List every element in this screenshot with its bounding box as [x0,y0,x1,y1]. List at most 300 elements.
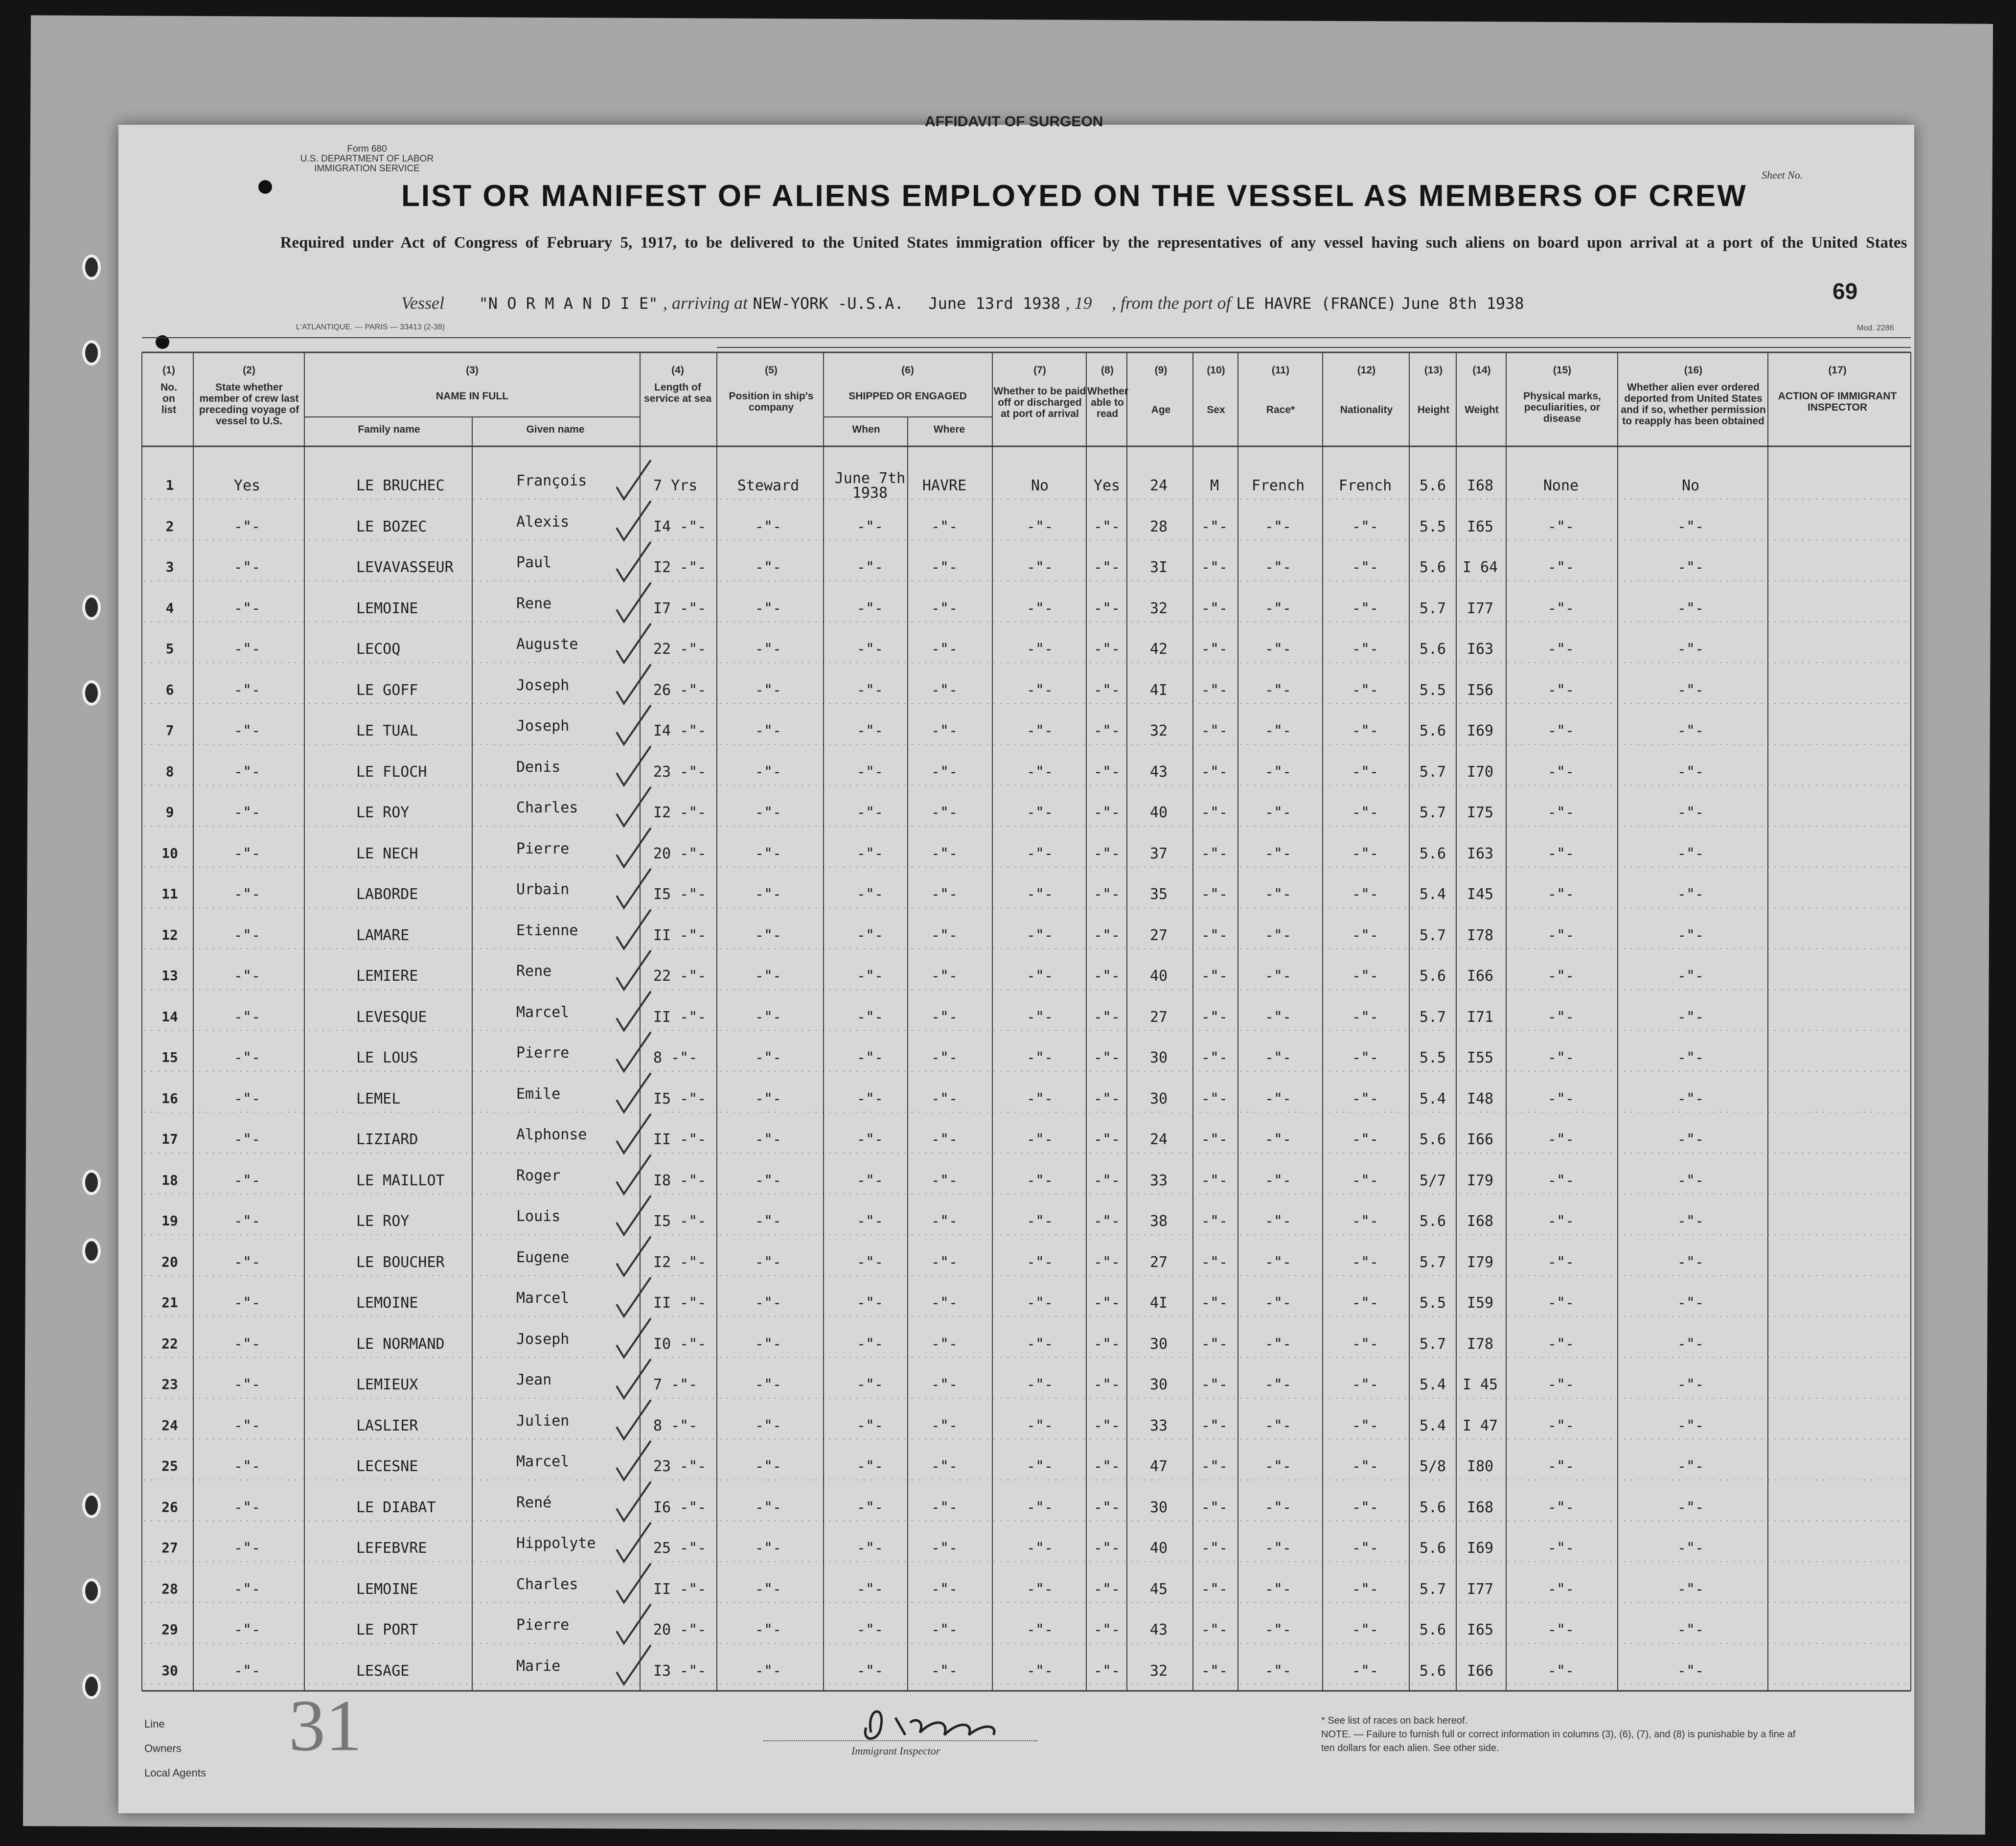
position-cell: -"- [755,1131,782,1148]
nationality-cell: -"- [1352,1458,1379,1475]
paid-off-cell: -"- [1026,886,1054,903]
check-mark [617,1196,651,1235]
col-header-1: (1) No. on list [160,365,177,415]
weight-cell: I68 [1466,1213,1494,1230]
prev-voyage-cell: -"- [233,1580,261,1598]
family-name-cell: LESAGE [356,1662,410,1680]
sex-cell: -"- [1201,600,1228,617]
position-cell: -"- [755,518,782,535]
sex-cell: -"- [1201,1662,1228,1680]
weight-cell: I 64 [1462,559,1498,576]
shipped-when-cell: June 7th 1938 [834,470,906,502]
family-name-cell: LE NORMAND [356,1335,445,1353]
service-length-cell: 22 -"- [653,968,707,985]
prev-voyage-cell: -"- [233,1294,261,1312]
physical-marks-cell: -"- [1547,926,1575,944]
paid-off-cell: No [1031,477,1049,494]
check-mark [617,665,651,704]
nationality-cell: -"- [1352,1417,1379,1434]
nationality-cell: -"- [1352,1294,1379,1312]
physical-marks-cell: -"- [1547,559,1575,576]
sheet-number: 69 [1833,278,1858,304]
given-name-cell: Julien [516,1412,570,1430]
age-cell: 4I [1149,681,1168,699]
race-cell: -"- [1264,968,1292,985]
height-cell: 5.6 [1419,1621,1446,1638]
paid-off-cell: -"- [1026,763,1054,781]
row-number: 9 [165,804,174,820]
shipped-where-cell: -"- [931,641,958,658]
row-number: 8 [165,763,174,780]
shipped-where-cell: -"- [931,1335,958,1353]
deported-cell: -"- [1677,804,1704,821]
paid-off-cell: -"- [1026,518,1054,535]
physical-marks-cell: -"- [1547,1294,1575,1312]
row-number: 23 [161,1376,178,1392]
physical-marks-cell: -"- [1547,1662,1575,1680]
prev-voyage-cell: -"- [233,1458,261,1475]
nationality-cell: -"- [1352,1253,1379,1271]
check-mark [617,1277,651,1316]
paid-off-cell: -"- [1026,1294,1054,1312]
paid-off-cell: -"- [1026,1049,1054,1066]
age-cell: 30 [1149,1090,1168,1108]
sex-cell: -"- [1201,1253,1228,1271]
sex-cell: -"- [1201,1049,1228,1066]
prev-voyage-cell: -"- [233,926,261,944]
prev-voyage-cell: -"- [233,1213,261,1230]
able-to-read-cell: -"- [1093,1580,1121,1598]
race-cell: -"- [1264,1376,1292,1393]
family-name-cell: LEMOINE [356,600,418,617]
given-name-cell: Auguste [516,636,578,653]
prev-voyage-cell: -"- [233,681,261,699]
col-header-5: (5) Position in ship's company [729,365,814,413]
height-cell: 5/7 [1419,1172,1446,1189]
shipped-where-cell: -"- [931,804,958,821]
race-cell: -"- [1264,1662,1292,1680]
age-cell: 35 [1149,886,1168,903]
sex-cell: -"- [1201,763,1228,781]
physical-marks-cell: -"- [1547,1049,1575,1066]
physical-marks-cell: -"- [1547,1540,1575,1557]
arrival-date: June 13rd 1938 [928,294,1061,313]
deported-cell: -"- [1677,518,1704,535]
given-name-cell: Louis [516,1208,561,1225]
age-cell: 37 [1149,845,1168,862]
col-header-4: (4) Length of service at sea [644,365,711,404]
deported-cell: -"- [1677,1540,1704,1557]
given-name-cell: Charles [516,799,578,816]
row-number: 24 [161,1417,178,1433]
family-name-cell: LABORDE [356,886,418,903]
able-to-read-cell: -"- [1093,1131,1121,1148]
nationality-cell: -"- [1352,886,1379,903]
age-cell: 38 [1149,1213,1168,1230]
nationality-cell: -"- [1352,763,1379,781]
age-cell: 40 [1149,1540,1168,1557]
family-name-cell: LECESNE [356,1458,418,1475]
nationality-cell: -"- [1352,926,1379,944]
paid-off-cell: -"- [1026,1458,1054,1475]
col-header-10: (10) Sex [1207,365,1225,415]
deported-cell: -"- [1677,968,1704,985]
race-cell: -"- [1264,763,1292,781]
sex-cell: -"- [1201,518,1228,535]
nationality-cell: -"- [1352,968,1379,985]
weight-cell: I48 [1466,1090,1494,1108]
service-name: IMMIGRATION SERVICE [314,163,420,174]
shipped-when-cell: -"- [856,1499,884,1516]
weight-cell: I77 [1466,1580,1494,1598]
nationality-cell: -"- [1352,722,1379,739]
vessel-label: Vessel [401,293,444,313]
col-header-2: (2) State whether member of crew last preceding voyage of vessel to U.S. [199,365,299,427]
family-name-cell: LE BOZEC [356,518,427,535]
shipped-when-cell: -"- [856,1008,884,1026]
prev-voyage-cell: -"- [233,518,261,535]
sex-cell: -"- [1201,1294,1228,1312]
nationality-cell: -"- [1352,1049,1379,1066]
service-length-cell: I2 -"- [653,559,707,576]
service-length-cell: 8 -"- [653,1049,698,1066]
weight-cell: I69 [1466,722,1494,739]
paid-off-cell: -"- [1026,681,1054,699]
family-name-cell: LE DIABAT [356,1499,436,1516]
check-mark [617,1482,651,1521]
race-cell: -"- [1264,600,1292,617]
age-cell: 30 [1149,1049,1168,1066]
height-cell: 5.5 [1419,1049,1446,1066]
service-length-cell: I3 -"- [653,1662,707,1680]
nationality-cell: -"- [1352,559,1379,576]
service-length-cell: I5 -"- [653,1213,707,1230]
physical-marks-cell: -"- [1547,600,1575,617]
family-name-cell: LE BOUCHER [356,1253,445,1271]
physical-marks-cell: -"- [1547,845,1575,862]
service-length-cell: I2 -"- [653,1253,707,1271]
paid-off-cell: -"- [1026,1376,1054,1393]
col-header-6b: Where [933,424,965,435]
paid-off-cell: -"- [1026,1008,1054,1026]
race-cell: -"- [1264,722,1292,739]
shipped-when-cell: -"- [856,1090,884,1108]
paid-off-cell: -"- [1026,845,1054,862]
prev-voyage-cell: -"- [233,804,261,821]
sex-cell: -"- [1201,1540,1228,1557]
row-number: 18 [161,1172,178,1188]
departure-port: LE HAVRE (FRANCE) [1236,294,1397,313]
age-cell: 4I [1149,1294,1168,1312]
height-cell: 5.6 [1419,968,1446,985]
age-cell: 43 [1149,1621,1168,1638]
able-to-read-cell: -"- [1093,1090,1121,1108]
nationality-cell: -"- [1352,1335,1379,1353]
family-name-cell: LIZIARD [356,1131,418,1148]
weight-cell: I65 [1466,518,1494,535]
year-label: , 19 [1065,293,1092,313]
owners-label: Owners [144,1742,182,1754]
race-cell: -"- [1264,641,1292,658]
able-to-read-cell: -"- [1093,1213,1121,1230]
shipped-where-cell: -"- [931,1662,958,1680]
row-number: 4 [165,600,174,616]
race-cell: -"- [1264,1458,1292,1475]
family-name-cell: LE FLOCH [356,763,427,781]
check-mark [617,787,651,826]
service-length-cell: I7 -"- [653,600,707,617]
position-cell: -"- [755,1294,782,1312]
service-length-cell: 25 -"- [653,1540,707,1557]
shipped-where-cell: -"- [931,1376,958,1393]
able-to-read-cell: -"- [1093,559,1121,576]
department-name: U.S. DEPARTMENT OF LABOR [300,154,434,164]
service-length-cell: 7 -"- [653,1376,698,1393]
position-cell: -"- [755,763,782,781]
shipped-when-cell: -"- [856,1662,884,1680]
given-name-cell: René [516,1494,552,1511]
shipped-when-cell: -"- [856,886,884,903]
line-label: Line [144,1718,165,1730]
able-to-read-cell: -"- [1093,845,1121,862]
height-cell: 5.7 [1419,763,1446,781]
race-cell: -"- [1264,559,1292,576]
immigrant-inspector-label: Immigrant Inspector [851,1745,940,1757]
family-name-cell: LAMARE [356,926,410,944]
shipped-where-cell: -"- [931,1458,958,1475]
given-name-cell: Marcel [516,1453,570,1470]
able-to-read-cell: -"- [1093,763,1121,781]
race-cell: French [1251,477,1305,494]
race-cell: -"- [1264,1294,1292,1312]
position-cell: -"- [755,926,782,944]
family-name-cell: LEMEL [356,1090,401,1108]
service-length-cell: II -"- [653,1580,707,1598]
deported-cell: -"- [1677,722,1704,739]
race-cell: -"- [1264,1335,1292,1353]
paid-off-cell: -"- [1026,1131,1054,1148]
position-cell: -"- [755,1008,782,1026]
prev-voyage-cell: -"- [233,1621,261,1638]
weight-cell: I55 [1466,1049,1494,1066]
col-header-6: (6) SHIPPED OR ENGAGED [848,365,967,402]
paid-off-cell: -"- [1026,1662,1054,1680]
shipped-where-cell: -"- [931,1621,958,1638]
physical-marks-cell: -"- [1547,1213,1575,1230]
prev-voyage-cell: -"- [233,886,261,903]
position-cell: -"- [755,1253,782,1271]
shipped-when-cell: -"- [856,1540,884,1557]
check-mark [617,1032,651,1071]
able-to-read-cell: -"- [1093,1172,1121,1189]
check-mark [617,1155,651,1194]
age-cell: 27 [1149,926,1168,944]
row-number: 27 [161,1540,178,1556]
family-name-cell: LE ROY [356,1213,410,1230]
given-name-cell: Charles [516,1575,578,1593]
shipped-where-cell: -"- [931,1417,958,1434]
position-cell: -"- [755,1621,782,1638]
deported-cell: -"- [1677,1499,1704,1516]
given-name-cell: Hippolyte [516,1535,596,1552]
family-name-cell: LEFEBVRE [356,1540,427,1557]
weight-cell: I 45 [1462,1376,1498,1393]
able-to-read-cell: -"- [1093,886,1121,903]
shipped-where-cell: -"- [931,1008,958,1026]
able-to-read-cell: -"- [1093,641,1121,658]
check-mark [617,1114,651,1153]
race-cell: -"- [1264,1499,1292,1516]
shipped-when-cell: -"- [856,1458,884,1475]
family-name-cell: LE LOUS [356,1049,418,1066]
service-length-cell: I8 -"- [653,1172,707,1189]
from-port-label: , from the port of [1112,293,1231,313]
deported-cell: -"- [1677,926,1704,944]
prev-voyage-cell: -"- [233,600,261,617]
physical-marks-cell: -"- [1547,518,1575,535]
service-length-cell: 23 -"- [653,1458,707,1475]
family-name-cell: LASLIER [356,1417,418,1434]
service-length-cell: 26 -"- [653,681,707,699]
deported-cell: -"- [1677,763,1704,781]
deported-cell: -"- [1677,559,1704,576]
service-length-cell: I6 -"- [653,1499,707,1516]
sex-cell: -"- [1201,1335,1228,1353]
shipped-when-cell: -"- [856,681,884,699]
family-name-cell: LE ROY [356,804,410,821]
shipped-where-cell: -"- [931,1580,958,1598]
row-number: 25 [161,1458,178,1474]
physical-marks-cell: -"- [1547,1458,1575,1475]
weight-cell: I 47 [1462,1417,1498,1434]
paid-off-cell: -"- [1026,1090,1054,1108]
deported-cell: -"- [1677,1090,1704,1108]
shipped-where-cell: -"- [931,1172,958,1189]
fine-note: NOTE. — Failure to furnish full or correct information in columns (3), (6), (7), and (8) is punishable by a fine af ten dollars for each alien. See other side. [1321,1729,1796,1754]
physical-marks-cell: -"- [1547,1008,1575,1026]
service-length-cell: II -"- [653,1131,707,1148]
shipped-where-cell: -"- [931,968,958,985]
check-mark [617,910,651,949]
height-cell: 5.6 [1419,1213,1446,1230]
given-name-cell: Eugene [516,1248,570,1266]
position-cell: -"- [755,968,782,985]
service-length-cell: I5 -"- [653,886,707,903]
family-name-cell: LE TUAL [356,722,418,739]
check-mark [617,501,651,540]
given-name-cell: Marcel [516,1003,570,1021]
row-number: 3 [165,559,174,575]
service-length-cell: 20 -"- [653,1621,707,1638]
height-cell: 5.4 [1419,1090,1446,1108]
family-name-cell: LE GOFF [356,681,418,699]
prev-voyage-cell: -"- [233,641,261,658]
position-cell: -"- [755,1090,782,1108]
sex-cell: -"- [1201,641,1228,658]
able-to-read-cell: -"- [1093,681,1121,699]
physical-marks-cell: -"- [1547,1131,1575,1148]
shipped-when-cell: -"- [856,1172,884,1189]
prev-voyage-cell: -"- [233,763,261,781]
page-subtitle: Required under Act of Congress of February 5, 1917, to be delivered to the United States immigration officer by the representatives of any vessel having such aliens on board upon arrival at a port of the United States [280,234,1907,252]
shipped-when-cell: -"- [856,1131,884,1148]
prev-voyage-cell: -"- [233,559,261,576]
able-to-read-cell: -"- [1093,518,1121,535]
able-to-read-cell: -"- [1093,926,1121,944]
age-cell: 3I [1149,559,1168,576]
weight-cell: I66 [1466,1662,1494,1680]
shipped-when-cell: -"- [856,559,884,576]
paid-off-cell: -"- [1026,804,1054,821]
sex-cell: -"- [1201,559,1228,576]
service-length-cell: I5 -"- [653,1090,707,1108]
service-length-cell: II -"- [653,926,707,944]
family-name-cell: LE MAILLOT [356,1172,445,1189]
vessel-name: "N O R M A N D I E" [479,294,658,313]
shipped-where-cell: -"- [931,926,958,944]
shipped-where-cell: -"- [931,1253,958,1271]
nationality-cell: -"- [1352,600,1379,617]
height-cell: 5.7 [1419,804,1446,821]
deported-cell: -"- [1677,1172,1704,1189]
check-mark [617,992,651,1031]
able-to-read-cell: Yes [1093,477,1121,494]
height-cell: 5.6 [1419,559,1446,576]
nationality-cell: -"- [1352,804,1379,821]
family-name-cell: LE BRUCHEC [356,477,445,494]
sex-cell: -"- [1201,1580,1228,1598]
age-cell: 42 [1149,641,1168,658]
affidavit-heading: AFFIDAVIT OF SURGEON [925,114,1103,130]
nationality-cell: -"- [1352,518,1379,535]
sex-cell: -"- [1201,1417,1228,1434]
deported-cell: -"- [1677,1213,1704,1230]
nationality-cell: -"- [1352,1540,1379,1557]
age-cell: 40 [1149,804,1168,821]
position-cell: -"- [755,1662,782,1680]
paid-off-cell: -"- [1026,1172,1054,1189]
check-mark [617,1523,651,1562]
sex-cell: -"- [1201,804,1228,821]
shipped-when-cell: -"- [856,1253,884,1271]
row-number: 28 [161,1580,178,1597]
weight-cell: I78 [1466,1335,1494,1353]
position-cell: -"- [755,1458,782,1475]
sex-cell: -"- [1201,1499,1228,1516]
physical-marks-cell: -"- [1547,1376,1575,1393]
page-title: LIST OR MANIFEST OF ALIENS EMPLOYED ON THE VESSEL AS MEMBERS OF CREW [401,179,1747,213]
prev-voyage-cell: -"- [233,1662,261,1680]
shipped-where-cell: -"- [931,600,958,617]
family-name-cell: LE NECH [356,845,418,862]
able-to-read-cell: -"- [1093,1253,1121,1271]
paid-off-cell: -"- [1026,1540,1054,1557]
nationality-cell: -"- [1352,1131,1379,1148]
weight-cell: I69 [1466,1540,1494,1557]
height-cell: 5.7 [1419,1253,1446,1271]
position-cell: -"- [755,681,782,699]
nationality-cell: -"- [1352,1662,1379,1680]
age-cell: 30 [1149,1376,1168,1393]
physical-marks-cell: -"- [1547,1417,1575,1434]
weight-cell: I59 [1466,1294,1494,1312]
height-cell: 5.6 [1419,845,1446,862]
physical-marks-cell: -"- [1547,641,1575,658]
able-to-read-cell: -"- [1093,1294,1121,1312]
deported-cell: -"- [1677,1294,1704,1312]
col-header-12: (12) Nationality [1340,365,1393,415]
paid-off-cell: -"- [1026,600,1054,617]
